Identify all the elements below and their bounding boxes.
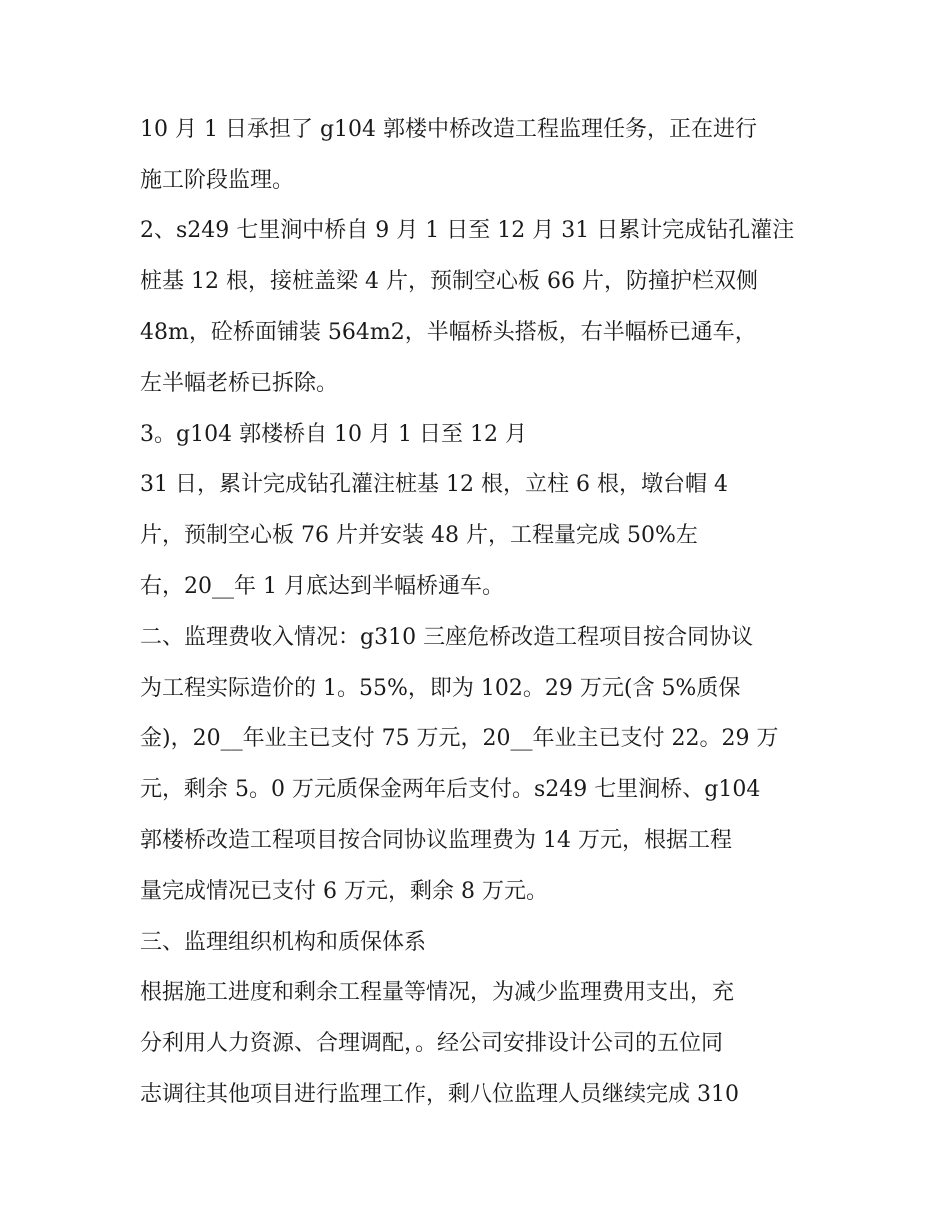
text-line: 为工程实际造价的 1。55%，即为 102。29 万元(含 5%质保: [140, 676, 741, 701]
text-line: 元，剩余 5。0 万元质保金两年后支付。s249 七里涧桥、g104: [140, 777, 761, 802]
text-line: 48m，砼桥面铺装 564m2，半幅桥头搭板，右半幅桥已通车，: [140, 320, 757, 345]
text-line: 金)，20__年业主已支付 75 万元，20__年业主已支付 22。29 万: [140, 726, 779, 751]
text-line: 左半幅老桥已拆除。: [140, 371, 339, 396]
text-line: 片，预制空心板 76 片并安装 48 片，工程量完成 50%左: [140, 523, 698, 548]
text-line: 郭楼桥改造工程项目按合同协议监理费为 14 万元，根据工程: [140, 828, 732, 853]
text-line: 10 月 1 日承担了 g104 郭楼中桥改造工程监理任务，正在进行: [140, 117, 758, 142]
section-heading: 三、监理组织机构和质保体系: [140, 930, 427, 955]
text-line: 31 日，累计完成钻孔灌注桩基 12 根，立柱 6 根，墩台帽 4: [140, 472, 728, 497]
text-line: 2、s249 七里涧中桥自 9 月 1 日至 12 月 31 日累计完成钻孔灌注: [140, 218, 795, 243]
text-line: 量完成情况已支付 6 万元，剩余 8 万元。: [140, 879, 548, 904]
text-line: 二、监理费收入情况：g310 三座危桥改造工程项目按合同协议: [140, 625, 754, 650]
text-line: 根据施工进度和剩余工程量等情况，为减少监理费用支出，充: [140, 980, 735, 1005]
text-line: 分利用人力资源、合理调配，。经公司安排设计公司的五位同: [140, 1031, 724, 1056]
text-line: 桩基 12 根，接桩盖梁 4 片，预制空心板 66 片，防撞护栏双侧: [140, 269, 758, 294]
text-line: 志调往其他项目进行监理工作，剩八位监理人员继续完成 310: [140, 1082, 739, 1107]
text-line: 右，20__年 1 月底达到半幅桥通车。: [140, 574, 504, 599]
text-line: 3。g104 郭楼桥自 10 月 1 日至 12 月: [140, 422, 528, 447]
text-line: 施工阶段监理。: [140, 168, 295, 193]
